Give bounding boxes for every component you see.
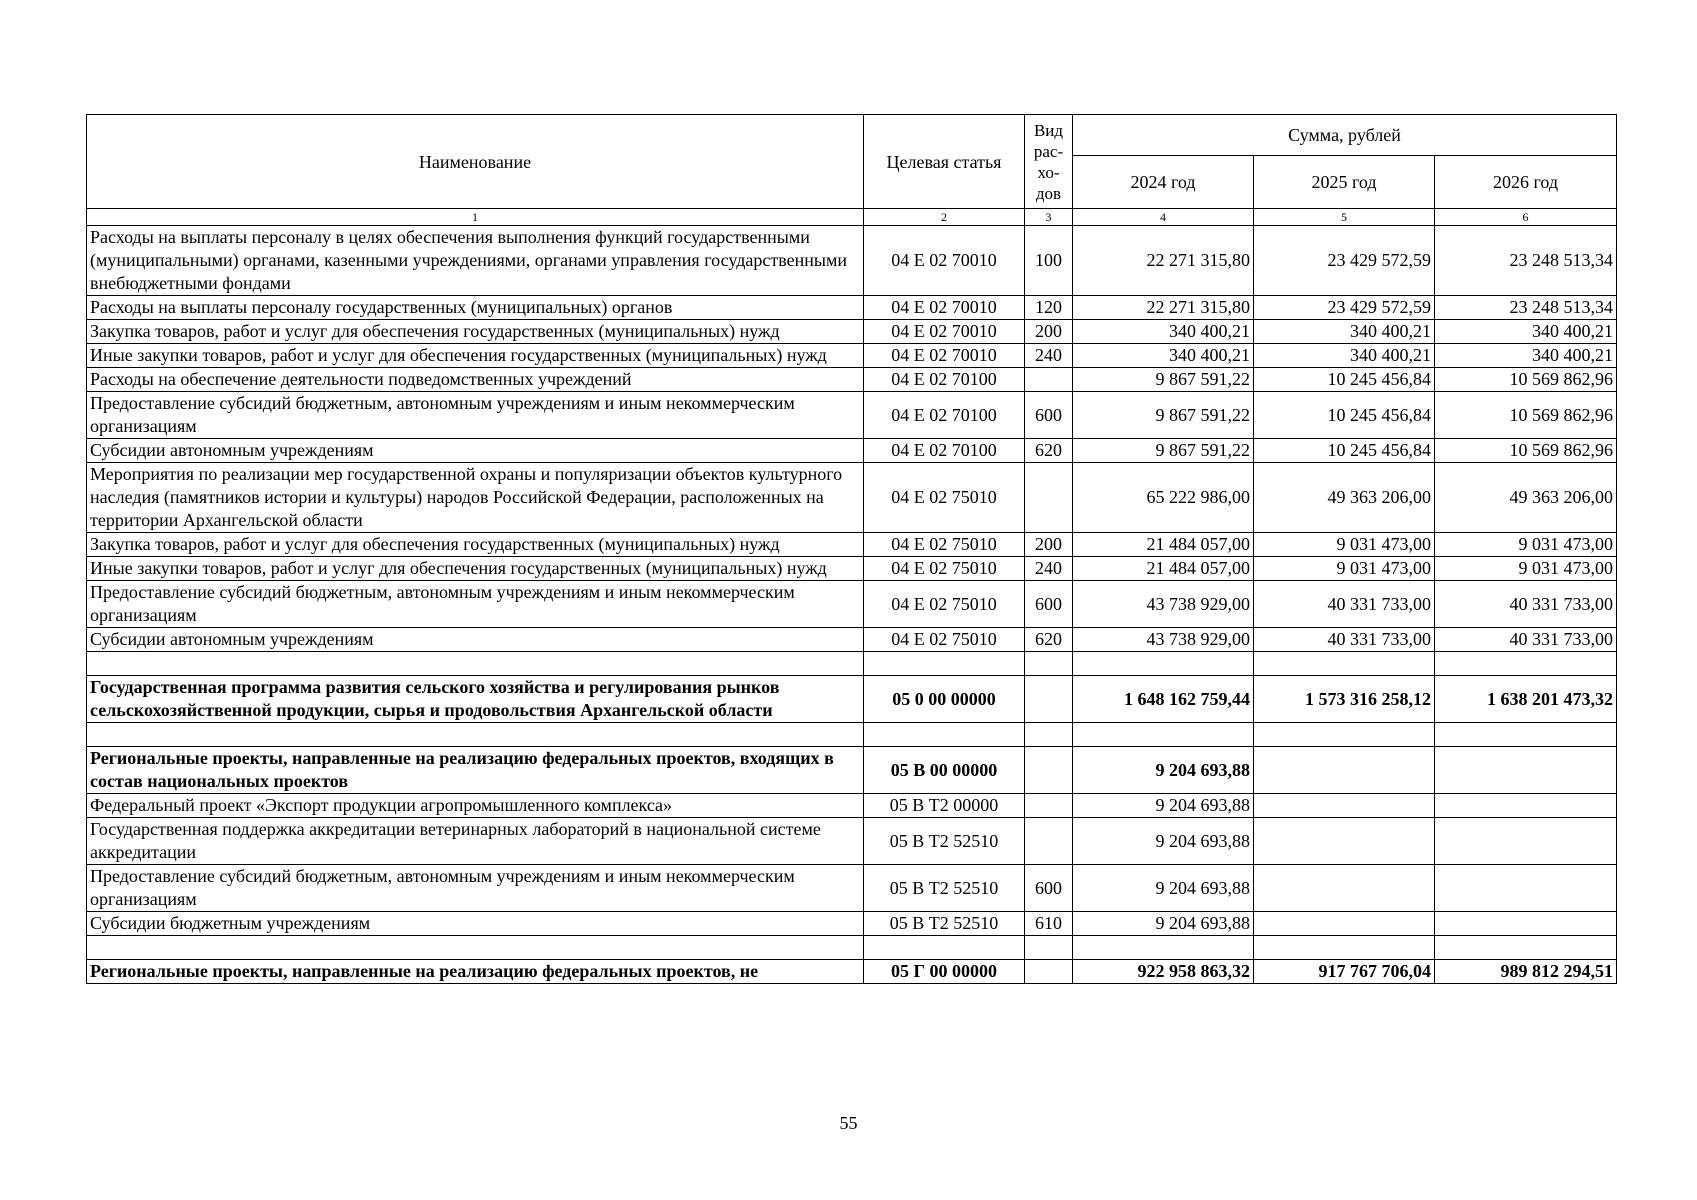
row-target-article: 05 В Т2 00000	[864, 794, 1025, 818]
row-target-article: 05 В Т2 52510	[864, 818, 1025, 865]
row-target-article	[864, 936, 1025, 960]
table-row	[87, 439, 1617, 463]
row-sum-2024	[1073, 723, 1254, 747]
row-sum-2024: 43 738 929,00	[1073, 628, 1254, 652]
header-year-2024: 2024 год	[1073, 156, 1254, 209]
table-row	[87, 818, 1617, 865]
row-target-article: 04 Е 02 70010	[864, 320, 1025, 344]
row-sum-2025	[1254, 652, 1435, 676]
column-number: 2	[864, 209, 1025, 226]
row-target-article: 05 Г 00 00000	[864, 960, 1025, 984]
row-expense-type: 600	[1025, 392, 1073, 439]
spacer-row	[87, 652, 1617, 676]
row-target-article: 04 Е 02 75010	[864, 533, 1025, 557]
row-expense-type	[1025, 676, 1073, 723]
row-sum-2026: 10 569 862,96	[1435, 368, 1617, 392]
row-sum-2025: 23 429 572,59	[1254, 226, 1435, 296]
spacer-row	[87, 936, 1617, 960]
spacer-row	[87, 723, 1617, 747]
row-sum-2026	[1435, 818, 1617, 865]
row-target-article: 04 Е 02 70100	[864, 368, 1025, 392]
row-expense-type	[1025, 818, 1073, 865]
row-sum-2026	[1435, 865, 1617, 912]
row-target-article: 04 Е 02 75010	[864, 557, 1025, 581]
row-expense-type	[1025, 463, 1073, 533]
row-expense-type	[1025, 723, 1073, 747]
row-name	[87, 936, 864, 960]
row-sum-2025: 10 245 456,84	[1254, 392, 1435, 439]
column-numbering-row	[87, 209, 1617, 226]
row-sum-2026: 9 031 473,00	[1435, 557, 1617, 581]
table-header	[87, 115, 1617, 226]
table-row	[87, 628, 1617, 652]
row-name: Закупка товаров, работ и услуг для обеспечения государственных (муниципальных) нужд	[87, 320, 864, 344]
header-year-2026: 2026 год	[1435, 156, 1617, 209]
row-sum-2025: 340 400,21	[1254, 344, 1435, 368]
row-sum-2025: 1 573 316 258,12	[1254, 676, 1435, 723]
row-sum-2025	[1254, 747, 1435, 794]
row-sum-2026	[1435, 912, 1617, 936]
row-expense-type	[1025, 368, 1073, 392]
row-sum-2026: 1 638 201 473,32	[1435, 676, 1617, 723]
row-name: Мероприятия по реализации мер государственной охраны и популяризации объектов культурного наследия (памятников истории и культуры) народов Российской Федерации, расположенных на территории Архангельской области	[87, 463, 864, 533]
row-target-article: 04 Е 02 70010	[864, 296, 1025, 320]
row-sum-2026: 40 331 733,00	[1435, 581, 1617, 628]
column-number: 4	[1073, 209, 1254, 226]
row-sum-2026	[1435, 936, 1617, 960]
row-sum-2025: 40 331 733,00	[1254, 581, 1435, 628]
row-sum-2024: 9 204 693,88	[1073, 865, 1254, 912]
row-name: Закупка товаров, работ и услуг для обеспечения государственных (муниципальных) нужд	[87, 533, 864, 557]
table-row	[87, 912, 1617, 936]
budget-table-sheet	[86, 114, 1616, 984]
row-expense-type: 610	[1025, 912, 1073, 936]
table-row	[87, 865, 1617, 912]
row-sum-2024: 9 204 693,88	[1073, 818, 1254, 865]
row-name: Государственная программа развития сельского хозяйства и регулирования рынков сельскохозяйственной продукции, сырья и продовольствия Архангельской области	[87, 676, 864, 723]
row-sum-2024: 22 271 315,80	[1073, 296, 1254, 320]
row-target-article: 04 Е 02 75010	[864, 463, 1025, 533]
row-sum-2025: 23 429 572,59	[1254, 296, 1435, 320]
row-sum-2024: 340 400,21	[1073, 320, 1254, 344]
column-number: 6	[1435, 209, 1617, 226]
row-sum-2024: 9 867 591,22	[1073, 368, 1254, 392]
row-expense-type: 620	[1025, 439, 1073, 463]
row-sum-2026	[1435, 652, 1617, 676]
table-row	[87, 463, 1617, 533]
row-sum-2025	[1254, 865, 1435, 912]
row-name: Государственная поддержка аккредитации ветеринарных лабораторий в национальной системе аккредитации	[87, 818, 864, 865]
column-number: 5	[1254, 209, 1435, 226]
row-sum-2026: 23 248 513,34	[1435, 296, 1617, 320]
row-name: Предоставление субсидий бюджетным, автономным учреждениям и иным некоммерческим организациям	[87, 392, 864, 439]
table-row	[87, 368, 1617, 392]
row-target-article: 04 Е 02 70100	[864, 392, 1025, 439]
row-expense-type	[1025, 936, 1073, 960]
row-target-article: 04 Е 02 70010	[864, 226, 1025, 296]
row-name: Региональные проекты, направленные на реализацию федеральных проектов, входящих в состав национальных проектов	[87, 747, 864, 794]
row-name: Субсидии автономным учреждениям	[87, 628, 864, 652]
column-number: 3	[1025, 209, 1073, 226]
header-sum: Сумма, рублей	[1073, 115, 1617, 156]
row-sum-2026: 340 400,21	[1435, 320, 1617, 344]
row-name: Иные закупки товаров, работ и услуг для обеспечения государственных (муниципальных) нужд	[87, 344, 864, 368]
row-sum-2026: 23 248 513,34	[1435, 226, 1617, 296]
row-sum-2025: 49 363 206,00	[1254, 463, 1435, 533]
table-row	[87, 344, 1617, 368]
row-sum-2024: 43 738 929,00	[1073, 581, 1254, 628]
table-row	[87, 392, 1617, 439]
table-body	[87, 226, 1617, 984]
row-sum-2026: 49 363 206,00	[1435, 463, 1617, 533]
column-number: 1	[87, 209, 864, 226]
row-expense-type	[1025, 747, 1073, 794]
row-sum-2025	[1254, 912, 1435, 936]
row-expense-type: 200	[1025, 533, 1073, 557]
row-name: Региональные проекты, направленные на реализацию федеральных проектов, не	[87, 960, 864, 984]
row-sum-2026: 9 031 473,00	[1435, 533, 1617, 557]
row-sum-2025	[1254, 794, 1435, 818]
row-target-article: 04 Е 02 75010	[864, 628, 1025, 652]
row-sum-2025	[1254, 818, 1435, 865]
row-name	[87, 723, 864, 747]
row-target-article: 04 Е 02 70010	[864, 344, 1025, 368]
row-expense-type	[1025, 652, 1073, 676]
row-sum-2025	[1254, 723, 1435, 747]
row-name	[87, 652, 864, 676]
row-sum-2024	[1073, 936, 1254, 960]
row-name: Расходы на выплаты персоналу в целях обеспечения выполнения функций государственными (муниципальными) органами, казенными учреждениями, органами управления государственными внебюджетными фондами	[87, 226, 864, 296]
row-target-article: 05 0 00 00000	[864, 676, 1025, 723]
row-sum-2026: 40 331 733,00	[1435, 628, 1617, 652]
row-name: Субсидии автономным учреждениям	[87, 439, 864, 463]
row-expense-type	[1025, 794, 1073, 818]
row-sum-2026: 10 569 862,96	[1435, 392, 1617, 439]
row-name: Предоставление субсидий бюджетным, автономным учреждениям и иным некоммерческим организациям	[87, 865, 864, 912]
row-sum-2026: 340 400,21	[1435, 344, 1617, 368]
row-target-article: 04 Е 02 70100	[864, 439, 1025, 463]
row-target-article: 05 В 00 00000	[864, 747, 1025, 794]
table-row	[87, 557, 1617, 581]
row-sum-2024: 21 484 057,00	[1073, 533, 1254, 557]
row-sum-2025: 917 767 706,04	[1254, 960, 1435, 984]
row-sum-2026: 989 812 294,51	[1435, 960, 1617, 984]
row-expense-type: 240	[1025, 557, 1073, 581]
row-target-article: 05 В Т2 52510	[864, 865, 1025, 912]
row-expense-type: 600	[1025, 865, 1073, 912]
row-sum-2024: 22 271 315,80	[1073, 226, 1254, 296]
row-sum-2024: 65 222 986,00	[1073, 463, 1254, 533]
row-name: Предоставление субсидий бюджетным, автономным учреждениям и иным некоммерческим организациям	[87, 581, 864, 628]
table-row	[87, 533, 1617, 557]
row-sum-2025: 9 031 473,00	[1254, 557, 1435, 581]
table-row	[87, 676, 1617, 723]
table-row	[87, 794, 1617, 818]
table-row	[87, 747, 1617, 794]
row-name: Расходы на обеспечение деятельности подведомственных учреждений	[87, 368, 864, 392]
row-target-article: 04 Е 02 75010	[864, 581, 1025, 628]
row-sum-2024: 340 400,21	[1073, 344, 1254, 368]
row-sum-2024: 9 204 693,88	[1073, 747, 1254, 794]
row-sum-2024: 21 484 057,00	[1073, 557, 1254, 581]
row-sum-2024: 9 867 591,22	[1073, 439, 1254, 463]
row-sum-2024: 9 204 693,88	[1073, 912, 1254, 936]
row-sum-2025: 340 400,21	[1254, 320, 1435, 344]
table-row	[87, 960, 1617, 984]
header-vid: Вид рас-хо-дов	[1025, 115, 1073, 209]
row-sum-2025	[1254, 936, 1435, 960]
row-sum-2024: 1 648 162 759,44	[1073, 676, 1254, 723]
row-sum-2025: 10 245 456,84	[1254, 368, 1435, 392]
row-expense-type: 620	[1025, 628, 1073, 652]
row-name: Иные закупки товаров, работ и услуг для обеспечения государственных (муниципальных) нужд	[87, 557, 864, 581]
row-name: Расходы на выплаты персоналу государственных (муниципальных) органов	[87, 296, 864, 320]
row-sum-2024	[1073, 652, 1254, 676]
row-target-article	[864, 723, 1025, 747]
row-expense-type: 100	[1025, 226, 1073, 296]
table-row	[87, 320, 1617, 344]
table-row	[87, 296, 1617, 320]
row-sum-2025: 10 245 456,84	[1254, 439, 1435, 463]
row-sum-2026	[1435, 794, 1617, 818]
table-row	[87, 226, 1617, 296]
row-expense-type: 120	[1025, 296, 1073, 320]
row-sum-2026: 10 569 862,96	[1435, 439, 1617, 463]
table-row	[87, 581, 1617, 628]
header-name: Наименование	[87, 115, 864, 209]
row-name: Федеральный проект «Экспорт продукции агропромышленного комплекса»	[87, 794, 864, 818]
row-sum-2024: 9 204 693,88	[1073, 794, 1254, 818]
row-sum-2026	[1435, 747, 1617, 794]
row-sum-2026	[1435, 723, 1617, 747]
row-sum-2024: 922 958 863,32	[1073, 960, 1254, 984]
header-code: Целевая статья	[864, 115, 1025, 209]
page-number: 55	[839, 1113, 858, 1133]
row-sum-2025: 40 331 733,00	[1254, 628, 1435, 652]
row-sum-2024: 9 867 591,22	[1073, 392, 1254, 439]
budget-table	[86, 114, 1617, 984]
row-target-article: 05 В Т2 52510	[864, 912, 1025, 936]
row-sum-2025: 9 031 473,00	[1254, 533, 1435, 557]
row-expense-type: 240	[1025, 344, 1073, 368]
header-year-2025: 2025 год	[1254, 156, 1435, 209]
row-expense-type	[1025, 960, 1073, 984]
row-expense-type: 600	[1025, 581, 1073, 628]
row-expense-type: 200	[1025, 320, 1073, 344]
row-name: Субсидии бюджетным учреждениям	[87, 912, 864, 936]
row-target-article	[864, 652, 1025, 676]
